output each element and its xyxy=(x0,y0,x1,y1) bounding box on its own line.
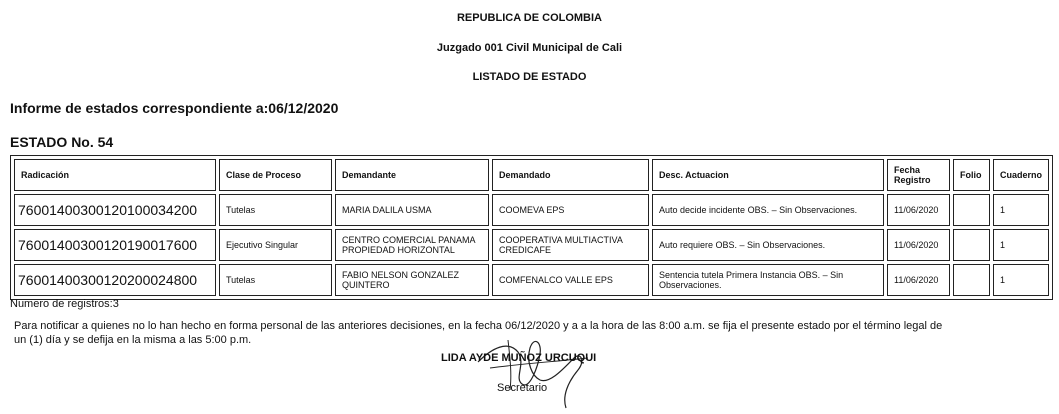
estado-table xyxy=(10,155,1053,300)
report-title: Informe de estados correspondiente a:06/12/2020 xyxy=(10,100,339,116)
fecha-cell: 11/06/2020 xyxy=(887,264,950,296)
demandado-line: CREDICAFE xyxy=(499,245,552,255)
desc-line: Sentencia tutela Primera Instancia OBS. – Sin xyxy=(659,270,844,280)
table-row xyxy=(14,194,1049,226)
demandante-line: PROPIEDAD HORIZONTAL xyxy=(342,245,455,255)
col-demandante: Demandante xyxy=(335,159,489,191)
court-heading: Juzgado 001 Civil Municipal de Cali xyxy=(436,42,623,54)
radicacion-cell: 76001400300120200024800 xyxy=(14,264,216,296)
col-folio: Folio xyxy=(953,159,990,191)
col-cuaderno: Cuaderno xyxy=(993,159,1049,191)
col-fecha-line1: Fecha xyxy=(894,165,921,175)
country-heading: REPUBLICA DE COLOMBIA xyxy=(456,12,603,24)
radicacion-cell: 76001400300120100034200 xyxy=(14,194,216,226)
desc-cell xyxy=(652,229,884,261)
demandante-line: CENTRO COMERCIAL PANAMA xyxy=(342,235,476,245)
desc-line: Auto requiere OBS. – Sin Observaciones. xyxy=(659,240,826,250)
notification-note-line2: un (1) día y se defija en la misma a las 5:00 p.m. xyxy=(14,334,252,346)
demandante-cell xyxy=(335,194,489,226)
handwritten-signature xyxy=(470,318,600,410)
demandado-line: COOMEVA EPS xyxy=(499,205,565,215)
col-radicacion: Radicación xyxy=(14,159,216,191)
folio-cell xyxy=(953,229,990,261)
signer-role: Secretario xyxy=(497,382,548,394)
fecha-cell: 11/06/2020 xyxy=(887,194,950,226)
desc-cell xyxy=(652,194,884,226)
clase-cell: Tutelas xyxy=(219,194,332,226)
radicacion-cell: 76001400300120190017600 xyxy=(14,229,216,261)
col-clase: Clase de Proceso xyxy=(219,159,332,191)
table-row xyxy=(14,264,1049,296)
notification-note-line1: Para notificar a quienes no lo han hecho en forma personal de las anteriores decisiones, en la fecha 06/12/2020 y a a la hora de las 8:00 a.m. se fija el presente estado por el término legal de xyxy=(14,320,943,332)
clase-cell: Ejecutivo Singular xyxy=(219,229,332,261)
desc-line: Auto decide incidente OBS. – Sin Observaciones. xyxy=(659,205,858,215)
demandado-line: COOPERATIVA MULTIACTIVA xyxy=(499,235,623,245)
record-count: Numero de registros:3 xyxy=(10,298,119,310)
cuaderno-cell: 1 xyxy=(993,194,1049,226)
clase-cell: Tutelas xyxy=(219,264,332,296)
list-title: LISTADO DE ESTADO xyxy=(472,71,587,83)
demandante-cell xyxy=(335,264,489,296)
folio-cell xyxy=(953,264,990,296)
fecha-cell: 11/06/2020 xyxy=(887,229,950,261)
folio-cell xyxy=(953,194,990,226)
cuaderno-cell: 1 xyxy=(993,264,1049,296)
demandado-cell xyxy=(492,229,649,261)
estado-number: ESTADO No. 54 xyxy=(10,134,114,150)
col-fecha-line2: Registro xyxy=(894,175,931,185)
table-row xyxy=(14,229,1049,261)
demandado-line: COMFENALCO VALLE EPS xyxy=(499,275,613,285)
demandante-cell xyxy=(335,229,489,261)
col-fecha xyxy=(887,159,950,191)
table-header-row xyxy=(14,159,1049,191)
col-demandado: Demandado xyxy=(492,159,649,191)
col-desc: Desc. Actuacion xyxy=(652,159,884,191)
demandante-line: MARIA DALILA USMA xyxy=(342,205,432,215)
demandado-cell xyxy=(492,264,649,296)
demandante-line: FABIO NELSON GONZALEZ xyxy=(342,270,460,280)
cuaderno-cell: 1 xyxy=(993,229,1049,261)
demandante-line: QUINTERO xyxy=(342,280,390,290)
signer-name: LIDA AYDE MUÑOZ URCUQUI xyxy=(441,352,597,364)
desc-line: Observaciones. xyxy=(659,280,722,290)
desc-cell xyxy=(652,264,884,296)
demandado-cell xyxy=(492,194,649,226)
